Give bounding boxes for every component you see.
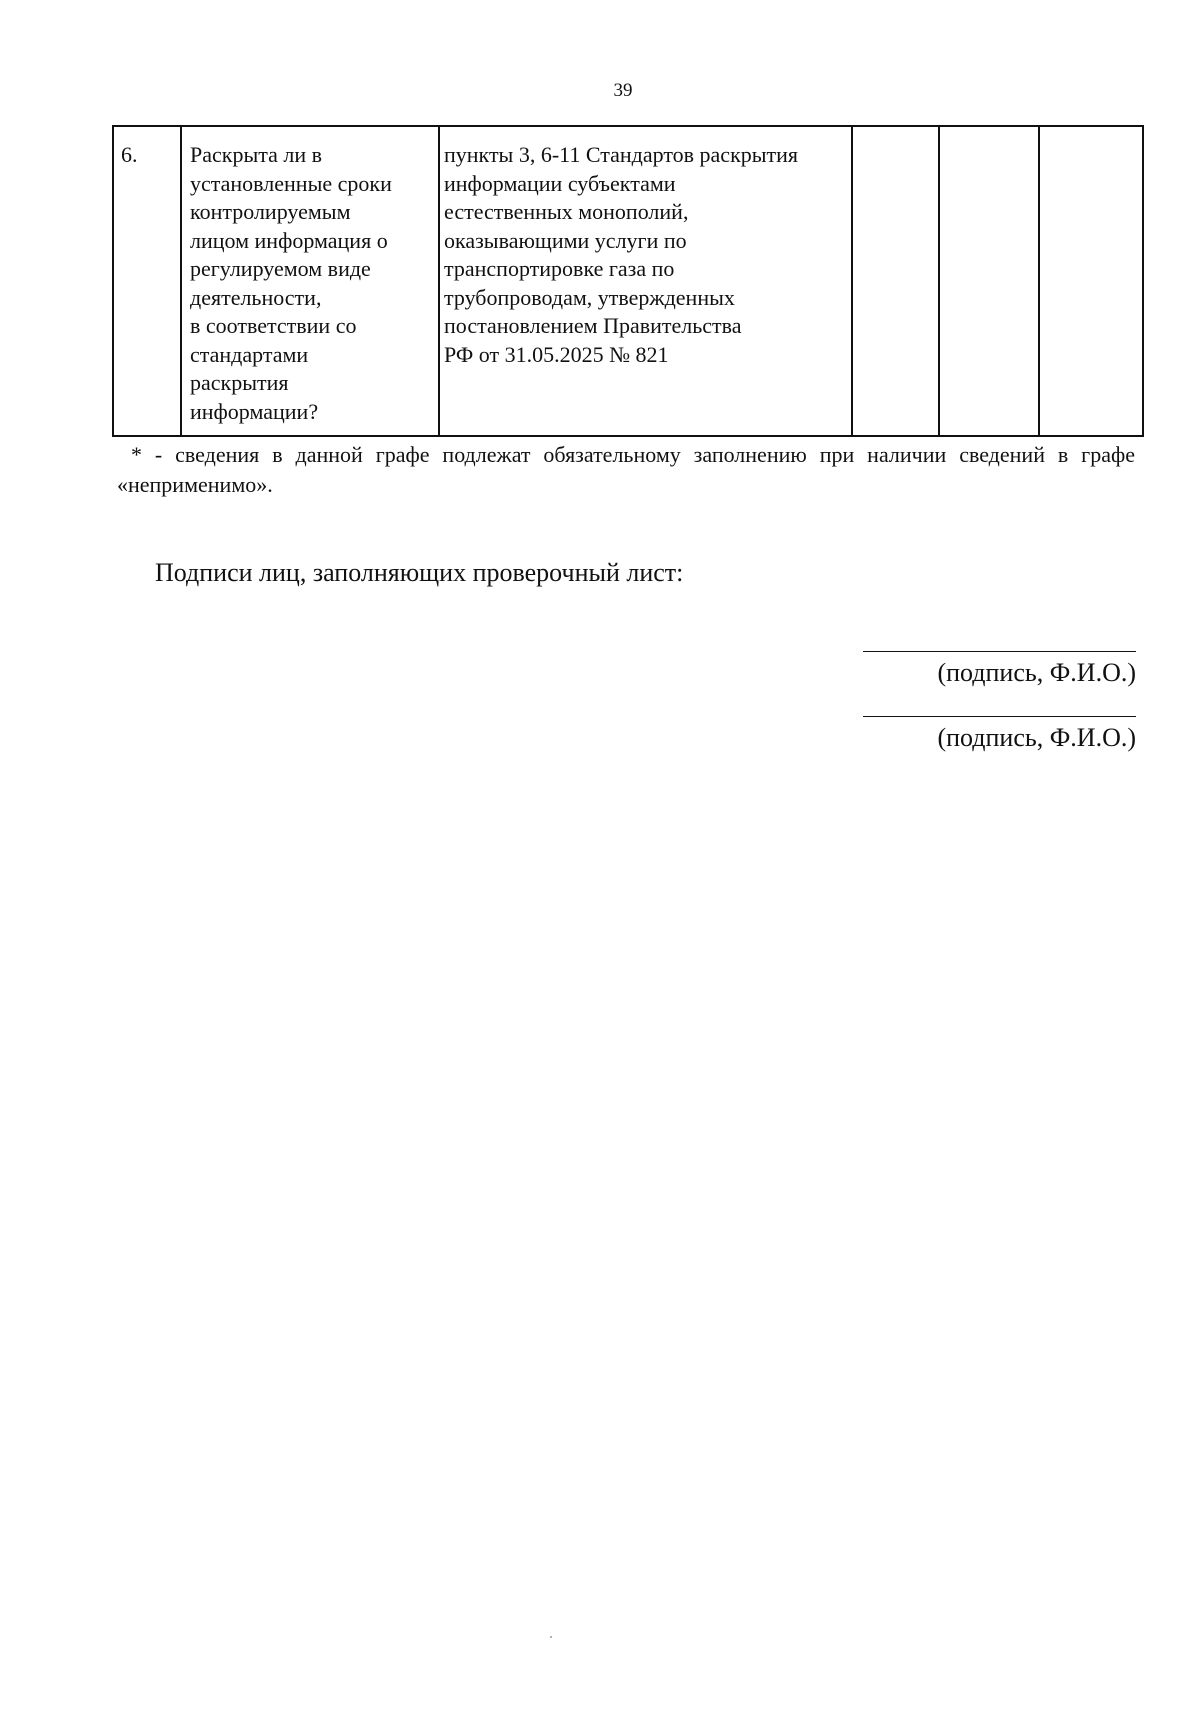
signature-line-1 bbox=[863, 651, 1136, 652]
scan-speck bbox=[550, 1636, 552, 1638]
table-row bbox=[113, 126, 1143, 436]
checklist-table bbox=[112, 125, 1144, 437]
signatures-heading: Подписи лиц, заполняющих проверочный лист: bbox=[155, 558, 684, 587]
answer-no-cell bbox=[939, 126, 1039, 436]
answer-yes-cell bbox=[852, 126, 939, 436]
question-cell bbox=[181, 126, 439, 436]
footnote: * - сведения в данной графе подлежат обязательному заполнению при наличии сведений в графе «неприменимо». bbox=[117, 442, 1135, 497]
signature-label-2: (подпись, Ф.И.О.) bbox=[937, 723, 1136, 752]
question-text: Раскрыта ли в установленные сроки контролируемым лицом информация о регулируемом виде деятельности, в соответствии со стандартами раскрытия информации? bbox=[190, 142, 392, 424]
row-number: 6. bbox=[121, 142, 138, 167]
page-number: 39 bbox=[613, 80, 633, 101]
row-number-cell bbox=[113, 126, 181, 436]
signature-line-2 bbox=[863, 716, 1136, 717]
answer-not-applicable-cell bbox=[1039, 126, 1143, 436]
requirements-cell bbox=[439, 126, 852, 436]
requirements-text: пункты 3, 6-11 Стандартов раскрытия информации субъектами естественных монополий, оказывающими услуги по транспортировке газа по трубопроводам, утвержденных постановлением Правительства РФ от 31.05.2025 № 821 bbox=[444, 142, 799, 367]
signature-label-1: (подпись, Ф.И.О.) bbox=[937, 658, 1136, 687]
